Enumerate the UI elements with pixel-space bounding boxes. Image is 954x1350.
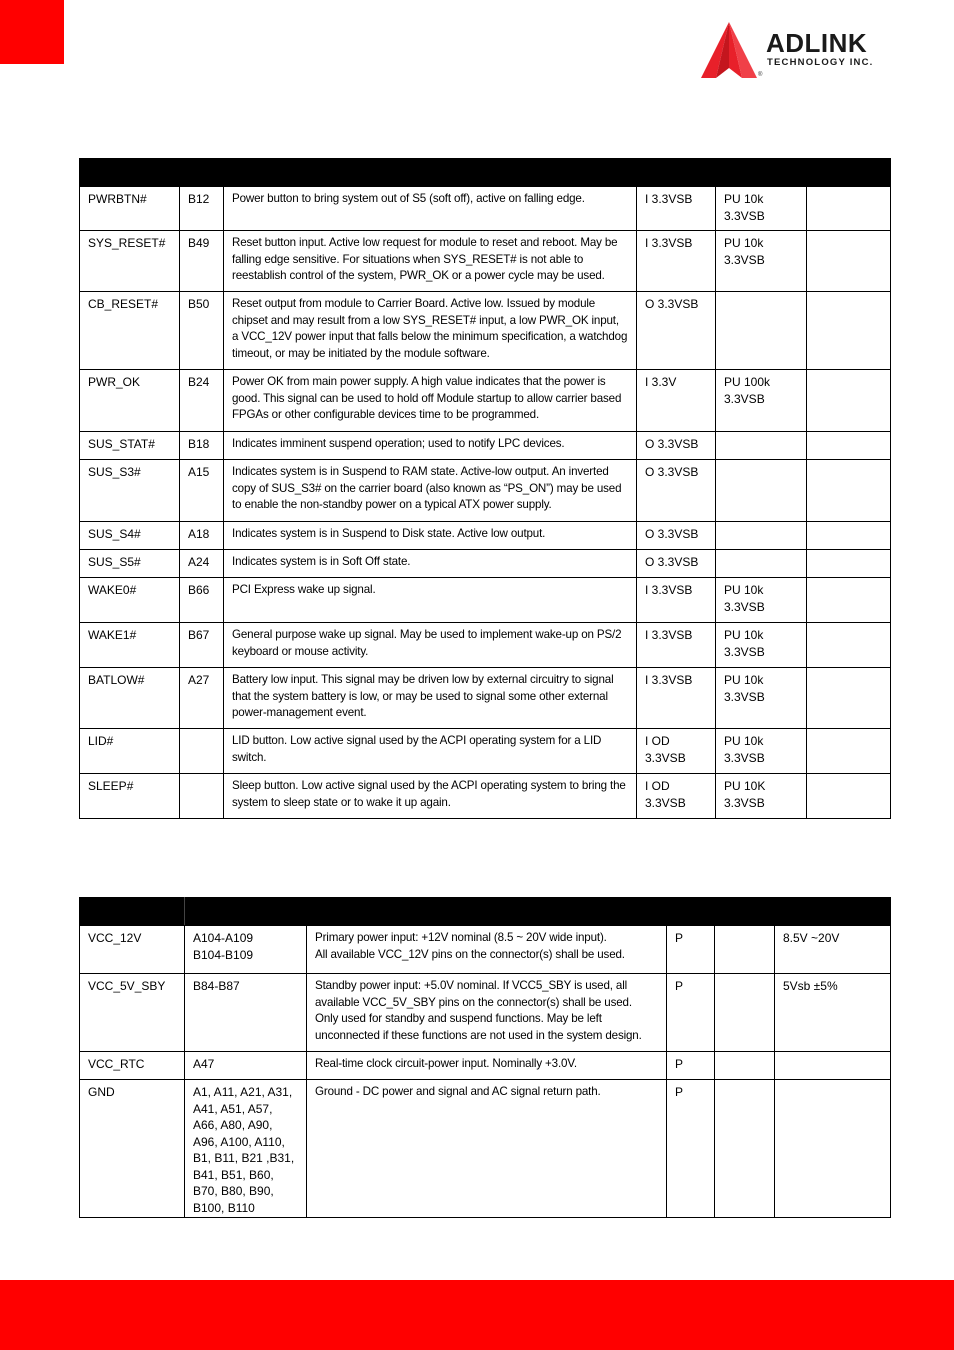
cell-comment <box>807 187 891 231</box>
cell-desc: Ground - DC power and signal and AC signal return path. <box>307 1080 667 1218</box>
table-header-cell <box>185 898 891 926</box>
cell-extra <box>715 926 775 974</box>
cell-comment <box>807 370 891 432</box>
table-row <box>80 1080 891 1218</box>
cell-pin: B18 <box>180 432 224 460</box>
table-row <box>80 926 891 974</box>
cell-pu: PU 10k 3.3VSB <box>716 623 807 668</box>
cell-extra <box>715 1052 775 1080</box>
cell-pin: A1, A11, A21, A31, A41, A51, A57, A66, A80, A90, A96, A100, A110, B1, B11, B21 ,B31, B41, B51, B60, B70, B80, B90, B100, B110 <box>185 1080 307 1218</box>
cell-pin: B84-B87 <box>185 974 307 1052</box>
cell-pin: B12 <box>180 187 224 231</box>
cell-signal: VCC_12V <box>80 926 185 974</box>
cell-pu: PU 10k 3.3VSB <box>716 187 807 231</box>
cell-io: O 3.3VSB <box>637 460 716 522</box>
cell-pu <box>716 522 807 550</box>
cell-io: O 3.3VSB <box>637 292 716 370</box>
cell-comment <box>775 1052 891 1080</box>
cell-desc: Standby power input: +5.0V nominal. If VCC5_SBY is used, all available VCC_5V_SBY pins on the connector(s) shall be used. Only used for standby and suspend functions. May be left unconnected if these functions are not used in the system design. <box>307 974 667 1052</box>
cell-signal: SUS_S4# <box>80 522 180 550</box>
table-row <box>80 432 891 460</box>
table-row <box>80 578 891 623</box>
cell-comment <box>807 623 891 668</box>
cell-desc: Battery low input. This signal may be driven low by external circuitry to signal that the system battery is low, or may be used to signal some other external power-management event. <box>224 668 637 729</box>
cell-comment <box>807 774 891 819</box>
table-header-cell <box>80 159 891 187</box>
cell-desc: Power OK from main power supply. A high value indicates that the power is good. This signal can be used to hold off Module startup to allow carrier based FPGAs or other configurable devices time to be programmed. <box>224 370 637 432</box>
cell-comment: 5Vsb ±5% <box>775 974 891 1052</box>
cell-io: O 3.3VSB <box>637 550 716 578</box>
cell-desc: Indicates system is in Suspend to RAM state. Active-low output. An inverted copy of SUS_S3# on the carrier board (also known as “PS_ON”) may be used to enable the non-standby power on a typical ATX power supply. <box>224 460 637 522</box>
cell-signal: SUS_STAT# <box>80 432 180 460</box>
cell-comment <box>807 231 891 292</box>
cell-io: I 3.3VSB <box>637 187 716 231</box>
cell-extra <box>715 974 775 1052</box>
logo-subtitle: TECHNOLOGY INC. <box>767 57 874 68</box>
cell-desc: Reset output from module to Carrier Board. Active low. Issued by module chipset and may result from a low SYS_RESET# input, a low PWR_OK input, a VCC_12V power input that falls below the minimum specification, a watchdog timeout, or may be initiated by the module software. <box>224 292 637 370</box>
table-row <box>80 231 891 292</box>
cell-comment <box>807 578 891 623</box>
cell-signal: VCC_RTC <box>80 1052 185 1080</box>
cell-desc: Power button to bring system out of S5 (soft off), active on falling edge. <box>224 187 637 231</box>
cell-signal: WAKE1# <box>80 623 180 668</box>
table-header-cell <box>80 898 185 926</box>
cell-io: I 3.3VSB <box>637 231 716 292</box>
cell-io: I OD 3.3VSB <box>637 729 716 774</box>
cell-signal: SUS_S3# <box>80 460 180 522</box>
table-row <box>80 623 891 668</box>
cell-type: P <box>667 1080 715 1218</box>
cell-signal: PWR_OK <box>80 370 180 432</box>
cell-io: I 3.3VSB <box>637 578 716 623</box>
cell-pin: A15 <box>180 460 224 522</box>
table-row <box>80 460 891 522</box>
company-logo <box>696 20 911 84</box>
cell-comment <box>807 460 891 522</box>
cell-io: I 3.3V <box>637 370 716 432</box>
cell-type: P <box>667 1052 715 1080</box>
cell-comment <box>807 432 891 460</box>
cell-signal: PWRBTN# <box>80 187 180 231</box>
cell-pin <box>180 774 224 819</box>
cell-signal: CB_RESET# <box>80 292 180 370</box>
cell-pu <box>716 550 807 578</box>
cell-desc: Indicates system is in Suspend to Disk state. Active low output. <box>224 522 637 550</box>
cell-desc: Reset button input. Active low request for module to reset and reboot. May be falling edge sensitive. For situations when SYS_RESET# is not able to reestablish control of the system, PWR_OK or a power cycle may be used. <box>224 231 637 292</box>
cell-desc: LID button. Low active signal used by the ACPI operating system for a LID switch. <box>224 729 637 774</box>
cell-pin: A47 <box>185 1052 307 1080</box>
cell-pin: A24 <box>180 550 224 578</box>
cell-signal: LID# <box>80 729 180 774</box>
cell-pu: PU 10k 3.3VSB <box>716 668 807 729</box>
cell-type: P <box>667 926 715 974</box>
cell-pu: PU 100k 3.3VSB <box>716 370 807 432</box>
cell-signal: SUS_S5# <box>80 550 180 578</box>
cell-pin: B24 <box>180 370 224 432</box>
cell-comment <box>807 729 891 774</box>
cell-signal: VCC_5V_SBY <box>80 974 185 1052</box>
cell-io: I OD 3.3VSB <box>637 774 716 819</box>
cell-desc: Indicates imminent suspend operation; used to notify LPC devices. <box>224 432 637 460</box>
cell-pu: PU 10k 3.3VSB <box>716 729 807 774</box>
footer-band <box>0 1280 954 1350</box>
table-row <box>80 522 891 550</box>
cell-pu: PU 10k 3.3VSB <box>716 231 807 292</box>
cell-pu <box>716 432 807 460</box>
table-row <box>80 292 891 370</box>
cell-signal: WAKE0# <box>80 578 180 623</box>
cell-io: O 3.3VSB <box>637 522 716 550</box>
triangle-logo-icon <box>696 20 762 84</box>
cell-comment <box>807 668 891 729</box>
table-row <box>80 668 891 729</box>
cell-pu: PU 10k 3.3VSB <box>716 578 807 623</box>
cell-pin: B67 <box>180 623 224 668</box>
cell-comment <box>807 550 891 578</box>
cell-pin: A18 <box>180 522 224 550</box>
cell-desc: Primary power input: +12V nominal (8.5 ~ 20V wide input). All available VCC_12V pins on the connector(s) shall be used. <box>307 926 667 974</box>
cell-pin: B66 <box>180 578 224 623</box>
table-row <box>80 729 891 774</box>
cell-signal: SLEEP# <box>80 774 180 819</box>
corner-tab <box>0 0 64 64</box>
cell-pin: B49 <box>180 231 224 292</box>
cell-signal: SYS_RESET# <box>80 231 180 292</box>
signal-table-1 <box>79 158 891 819</box>
cell-desc: PCI Express wake up signal. <box>224 578 637 623</box>
cell-pin: B50 <box>180 292 224 370</box>
logo-brand: ADLINK <box>766 28 868 58</box>
cell-extra <box>715 1080 775 1218</box>
cell-pu <box>716 292 807 370</box>
cell-signal: GND <box>80 1080 185 1218</box>
cell-desc: Real-time clock circuit-power input. Nominally +3.0V. <box>307 1052 667 1080</box>
cell-io: I 3.3VSB <box>637 623 716 668</box>
cell-io: I 3.3VSB <box>637 668 716 729</box>
cell-io: O 3.3VSB <box>637 432 716 460</box>
table-row <box>80 774 891 819</box>
cell-pin: A27 <box>180 668 224 729</box>
table-row <box>80 370 891 432</box>
cell-desc: Sleep button. Low active signal used by the ACPI operating system to bring the system to sleep state or to wake it up again. <box>224 774 637 819</box>
cell-pu: PU 10K 3.3VSB <box>716 774 807 819</box>
logo-registered-mark: ® <box>758 72 763 78</box>
table-row <box>80 187 891 231</box>
cell-desc: General purpose wake up signal. May be used to implement wake-up on PS/2 keyboard or mouse activity. <box>224 623 637 668</box>
cell-comment <box>807 292 891 370</box>
cell-pin <box>180 729 224 774</box>
cell-comment: 8.5V ~20V <box>775 926 891 974</box>
power-table <box>79 897 891 1218</box>
cell-pu <box>716 460 807 522</box>
table-row <box>80 974 891 1052</box>
table-header-row <box>80 898 891 926</box>
table-row <box>80 550 891 578</box>
cell-comment <box>807 522 891 550</box>
cell-pin: A104-A109 B104-B109 <box>185 926 307 974</box>
cell-signal: BATLOW# <box>80 668 180 729</box>
table-row <box>80 1052 891 1080</box>
cell-comment <box>775 1080 891 1218</box>
cell-type: P <box>667 974 715 1052</box>
cell-desc: Indicates system is in Soft Off state. <box>224 550 637 578</box>
table-header-row <box>80 159 891 187</box>
